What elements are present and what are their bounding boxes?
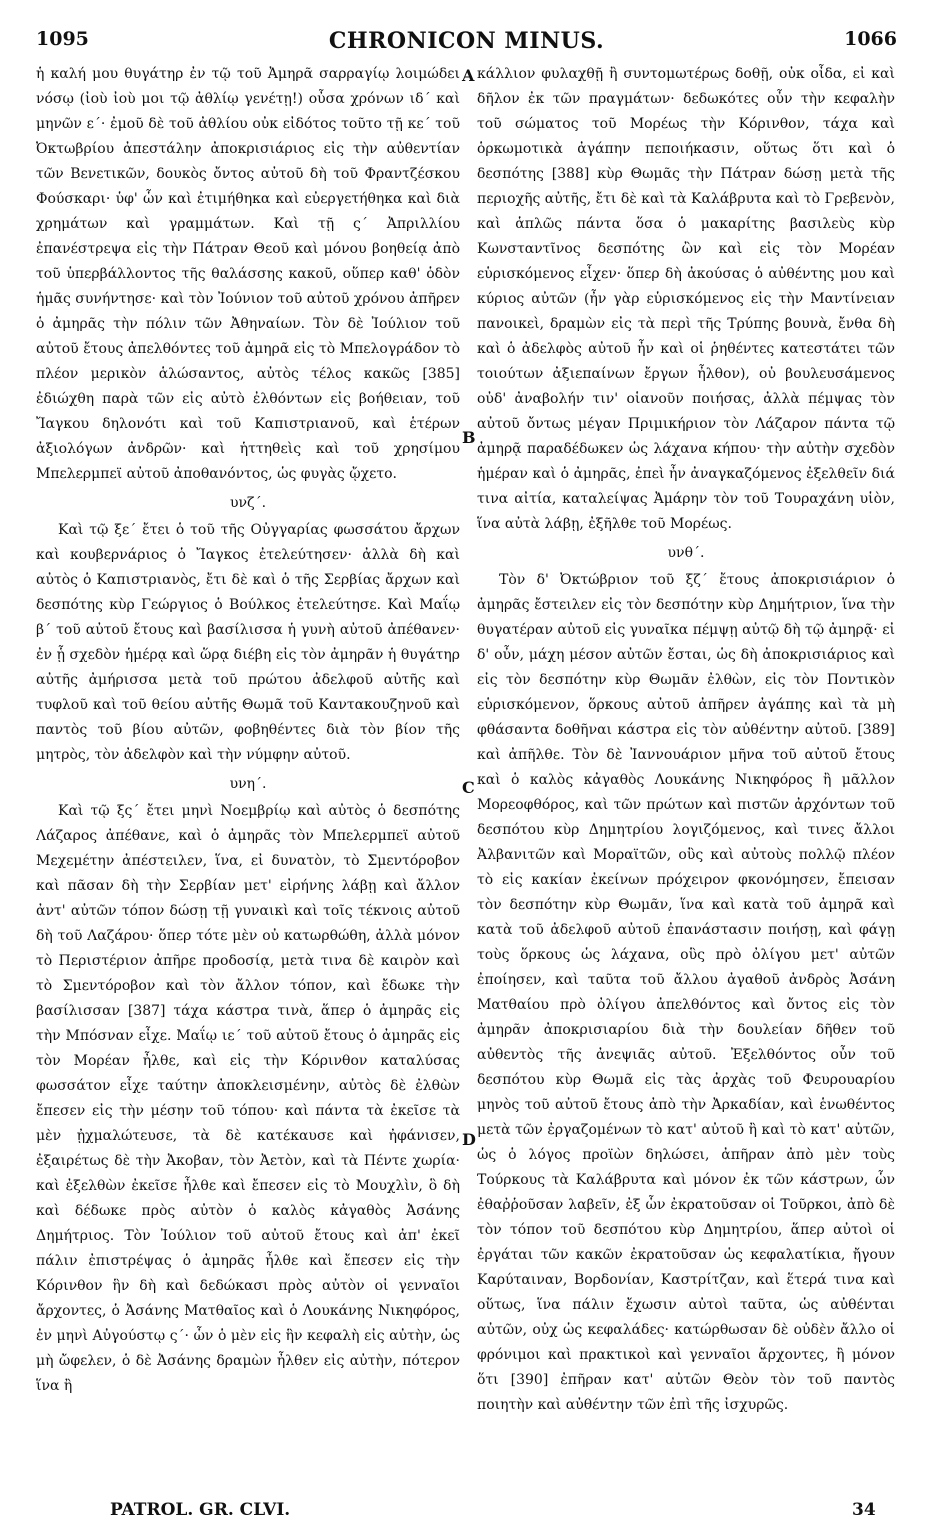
right-text-column (477, 62, 895, 1502)
series-footer: PATROL. GR. CLVI. (110, 1500, 291, 1520)
signature-mark: 34 (852, 1500, 876, 1520)
margin-marker-c: C (462, 778, 475, 797)
margin-marker-b: B (462, 428, 476, 447)
left-text-column (36, 62, 460, 1502)
section-number-359: υνθ΄. (667, 545, 705, 561)
section-number-357: υνζ΄. (229, 495, 267, 511)
right-paragraph-1: κάλλιον φυλαχθῇ ἢ συντομωτέρως δοθῇ, οὐκ οἶδα, εἰ καὶ δῆλον ἐκ τῶν πραγμάτων· δεδωκότες οὖν τὴν κεφαλὴν τοῦ σώματος τοῦ Μορέως τὴν Κόρινθον, τάχα καὶ ὁρκωμοτικὰ ἀγάπην πεποιήκασιν, οὕτως ὅτι καὶ ὁ δεσπότης [388] κὺρ Θωμᾶς τὴν Πάτραν δώσῃ μετὰ τῆς περιοχῆς αὐτῆς, ἔτι δὲ καὶ τὰ Καλάβρυτα καὶ τὸ Γρεβενὸν, καὶ ἁπλῶς πάντα ὅσα ὁ μακαρίτης βασιλεὺς κὺρ Κωνσταντῖνος δεσπότης ὢν καὶ εἰς τὸν Μορέαν εὑρισκόμενος εἶχεν· ὅπερ δὴ ἀκούσας ὁ αὐθέντης μου καὶ κύριος αὐτῶν (ἦν γὰρ εὑρισκόμενος εἰς τὴν Μαντίνειαν πανοικεὶ, δραμὼν εἰς τὰ περὶ τῆς Τρύπης βουνὰ, ἔνθα δὴ καὶ ὁ ἀδελφὸς αὐτοῦ ἦν καὶ οἱ ῥηθέντες κατεστάτει τῶν τοιούτων ἀξιεπαίνων ἔργων ἦλθον), οὐ βουλευσάμενος οὐδ' ἀναβολήν τιν' οἱανοῦν ποιήσας, ἀλλὰ πέμψας τὸν αὐτοῦ ὄντως μέγαν Πριμικήριον τὸν Λάζαρον πάντα τῷ ἀμηρᾷ παραδέδωκεν ὡς λάχανα κήπου· τὴν αὐτὴν σχεδὸν ἡμέραν καὶ ὁ ἀμηρᾶς, ἐπεὶ ἦν ἀναγκαζόμενος ἐξελθεῖν διά τινα αἰτία, καταλείψας Ἀμάρην τὸν τοῦ Τουραχάνη υἱὸν, ἵνα αὐτὰ λάβῃ, ἐξῆλθε τοῦ Μορέως. (477, 66, 895, 532)
page-header (36, 28, 897, 62)
margin-marker-d: D (462, 1130, 476, 1149)
right-column-number: 1066 (844, 28, 897, 50)
left-paragraph-2: Καὶ τῷ ξε΄ ἔτει ὁ τοῦ τῆς Οὐγγαρίας φωσσάτου ἄρχων καὶ κουβερνάριος ὁ Ἴαγκος ἐτελεύτησεν· ἀλλὰ δὴ καὶ αὐτὸς ὁ Καπιστριανὸς, ἔτι δὲ καὶ ὁ τῆς Σερβίας ἄρχων καὶ δεσπότης κὺρ Γεώργιος ὁ Βούλκος ἐτελεύτησε. Καὶ Μαΐῳ β΄ τοῦ αὐτοῦ ἔτους καὶ βασίλισσα ἡ γυνὴ αὐτοῦ ἀπέθανεν· ἐν ᾗ σχεδὸν ἡμέρᾳ καὶ ὥρᾳ διέβη εἰς τὸν ἀμηρᾶν ἡ θυγάτηρ αὐτῆς ἀμήρισσα μετὰ τοῦ πρώτου ἀδελφοῦ αὐτῆς καὶ τυφλοῦ καὶ τοῦ θείου αὐτῆς Θωμᾶ τοῦ Καντακουζηνοῦ καὶ παντὸς τοῦ βίου αὐτῶν, φοβηθέντες διὰ τὸν βίον τῆς μητρὸς, τὸν ἀδελφὸν καὶ τὴν νύμφην αὐτοῦ. (36, 522, 460, 763)
left-paragraph-3: Καὶ τῷ ξς΄ ἔτει μηνὶ Νοεμβρίῳ καὶ αὐτὸς ὁ δεσπότης Λάζαρος ἀπέθανε, καὶ ὁ ἀμηρᾶς τὸν Μπελερμπεϊ αὐτοῦ Μεχεμέτην ἀπέστειλεν, ἵνα, εἰ δυνατὸν, τὸ Σμεντόροβον καὶ πᾶσαν δὴ τὴν Σερβίαν μετ' εἰρήνης λάβῃ καὶ ἄλλον ἀντ' αὐτῶν τόπον δώσῃ τῇ γυναικὶ καὶ τοῖς τέκνοις αὐτοῦ δὴ τοῦ Λαζάρου· ὅπερ τότε μὲν οὐ κατωρθώθη, ἀλλὰ μόνον τὸ Περιστέριον ἀπῆρε προδοσίᾳ, μετὰ τινα δὲ καιρὸν καὶ τὸ Σμεντόροβον καὶ τὸν ἄλλον τόπον, καὶ ἔδωκε τὴν βασίλισσαν [387] τάχα κάστρα τινὰ, ἅπερ ὁ ἀμηρᾶς εἰς τὴν Μπόσναν εἶχε. Μαΐῳ ιε΄ τοῦ αὐτοῦ ἔτους ὁ ἀμηρᾶς εἰς τὸν Μορέαν ἦλθε, καὶ εἰς τὴν Κόρινθον καταλύσας φωσσάτον εἶχε ταύτην ἀποκλεισμένην, αὐτὸς δὲ ἐλθὼν ἔπεσεν εἰς τὴν μέσην τοῦ τόπου· καὶ πάντα τὰ ἐκεῖσε τὰ μὲν ᾐχμαλώτευσε, τὰ δὲ κατέκαυσε καὶ ἠφάνισεν, ἐξαιρέτως δὲ τὴν Ἀκοβαν, τὸν Ἀετὸν, καὶ τὰ Πέντε χωρία· καὶ ἐξελθὼν ἐκεῖσε ἦλθε καὶ ἔπεσεν εἰς τὸ Μουχλὶν, ὃ δὴ καὶ δέδωκε πρὸς αὐτὸν ὁ καλὸς κἀγαθὸς Ἀσάνης Δημήτριος. Τὸν Ἰούλιον τοῦ αὐτοῦ ἔτους καὶ ἀπ' ἐκεῖ πάλιν ἐπιστρέψας ὁ ἀμηρᾶς ἦλθε καὶ ἔπεσεν εἰς τὴν Κόρινθον ἣν δὴ καὶ δεδώκασι πρὸς αὐτὸν οἱ γενναῖοι ἄρχοντες, ὁ Ἀσάνης Ματθαῖος καὶ ὁ Λουκάνης Νικηφόρος, ἐν μηνὶ Αὐγούστῳ ς΄· ὧν ὁ μὲν εἰς ἣν κεφαλὴ εἰς αὐτὴν, ὡς μὴ ὤφελεν, ὁ δὲ Ἀσάνης δραμὼν ἦλθεν εἰς αὐτὴν, πότερον ἵνα ἢ (36, 803, 460, 1394)
section-number-358: υνη΄. (229, 776, 267, 792)
margin-marker-a: A (462, 66, 475, 85)
left-column-number: 1095 (36, 28, 89, 50)
right-paragraph-2: Τὸν δ' Ὀκτώβριον τοῦ ξζ΄ ἔτους ἀποκρισιάριον ὁ ἀμηρᾶς ἔστειλεν εἰς τὸν δεσπότην κὺρ Δημήτριον, ἵνα τὴν θυγατέραν αὐτοῦ εἰς γυναῖκα πέμψῃ αὐτῷ δὴ τῷ ἀμηρᾷ· εἰ δ' οὖν, μάχη μέσον αὐτῶν ἔσται, ὡς δὴ ἀποκρισιάριος καὶ εἰς τὸν δεσπότην κὺρ Θωμᾶν ἐλθὼν, εἰς τὸν Ποντικὸν εὑρισκόμενον, ὅρκους αὐτοῦ ἀπῆρεν ἀγάπης καὶ τὰ μὴ φθάσαντα δοθῆναι κάστρα εἰς τὸν αὐθέντην αὐτοῦ. [389] καὶ ἀπῆλθε. Τὸν δὲ Ἰαννουάριον μῆνα τοῦ αὐτοῦ ἔτους καὶ ὁ καλὸς κἀγαθὸς Λουκάνης Νικηφόρος ἢ μᾶλλον Μορεοφθόρος, καὶ τῶν πρώτων καὶ πιστῶν ἀρχόντων τοῦ δεσπότου κὺρ Δημητρίου λογιζόμενος, καὶ τινες ἄλλοι Ἀλβανιτῶν καὶ Μοραϊτῶν, οὓς καὶ αὐτοὺς πολλῷ πλέον τὸ εἰς κακίαν ἐκείνων πρόχειρον φκονόμησεν, ἔπεισαν τὸν δεσπότην κὺρ Θωμᾶν, ἵνα καὶ κατὰ τοῦ ἀμηρᾶ καὶ κατὰ τοῦ ἀδελφοῦ αὐτοῦ ἐπανάστασιν ποιήσῃ, καὶ φάγῃ τοὺς ὅρκους ὡς λάχανα, οὓς πρὸ ὀλίγου μετ' αὐτῶν ἐποίησεν, καὶ ταῦτα τοῦ ἄλλου ἀγαθοῦ ἀνδρὸς Ἀσάνη Ματθαίου πρὸ ὀλίγου ἀπελθόντος καὶ ὄντος εἰς τὸν ἀμηρᾶν ἀποκρισιαρίου διὰ τὴν δουλείαν δῆθεν τοῦ αὐθεντὸς τῆς ἀνεψιᾶς αὐτοῦ. Ἐξελθόντος οὖν τοῦ δεσπότου κὺρ Θωμᾶ εἰς τὰς ἀρχὰς τοῦ Φευρουαρίου μηνὸς τοῦ αὐτοῦ ἔτους ἀπὸ τὴν Ἀρκαδίαν, καὶ ἑνωθέντος μετὰ τῶν ἐργαζομένων τὸ κατ' αὐτοῦ ἢ καὶ τὸ κατ' αὐτῶν, ὡς ὁ λόγος προϊὼν δηλώσει, ἀπῆραν ἀπὸ μὲν τοὺς Τούρκους τὰ Καλάβρυτα καὶ μόνον ἐκ τῶν κάστρων, ὧν ἐθαῤῥοῦσαν λαβεῖν, ἐξ ὧν ἐκρατοῦσαν οἱ Τοῦρκοι, ἀπὸ δὲ τὸν τόπον τοῦ δεσπότου κὺρ Δημητρίου, ἅπερ αὐτοὶ οἱ ἐργάται τῶν κακῶν ἐκρατοῦσαν ὡς κεφαλατίκια, ἤγουν Καρύταιναν, Βορδονίαν, Καστρίτζαν, καὶ ἕτερά τινα καὶ οὕτως, ἵνα πάλιν ἔχωσιν αὐτοὶ ταῦτα, ὡς αὐθένται αὐτῶν, οὐχ ὡς κεφαλάδες· κατώρθωσαν δὲ οὐδὲν ἄλλο οἱ φρόνιμοι καὶ πρακτικοὶ καὶ γενναῖοι ἄρχοντες, ἢ μόνον ὅτι [390] ἐπῆραν κατ' αὐτῶν Θεὸν τὸν τοῦ παντὸς ποιητὴν καὶ αὐθέντην τῶν ἐπὶ τῆς ἰσχυρῶς. (477, 572, 895, 1413)
left-paragraph-1: ἡ καλή μου θυγάτηρ ἐν τῷ τοῦ Ἀμηρᾶ σαρραγίῳ λοιμώδει νόσῳ (ἰοὺ ἰοὺ μοι τῷ ἀθλίῳ γενέτῃ!) οὖσα χρόνων ιδ΄ καὶ μηνῶν ε΄· ἐμοῦ δὲ τοῦ ἀθλίου οὐκ εἰδότος τοῦτο τῇ κε΄ τοῦ Ὀκτωβρίου ἀπεστάλην ἀποκρισιάριος εἰς τὴν αὐθεντίαν τῶν Βενετικῶν, δουκὸς ὄντος αὐτοῦ δὴ τοῦ Φραντζέσκου Φούσκαρι· ὑφ' ὧν καὶ ἐτιμήθηκα καὶ εὐεργετήθηκα καὶ διὰ χρημάτων καὶ γραμμάτων. Καὶ τῇ ς΄ Ἀπριλλίου ἐπανέστρεψα εἰς τὴν Πάτραν Θεοῦ καὶ μόνου βοηθείᾳ ἀπὸ τοῦ ὑπερβάλλοντος τῆς θαλάσσης κακοῦ, οὕπερ καθ' ὁδὸν ἡμᾶς συνήντησε· καὶ τὸν Ἰούνιον τοῦ αὐτοῦ χρόνου ἀπῆρεν ὁ ἀμηρᾶς τὴν πόλιν τῶν Ἀθηναίων. Τὸν δὲ Ἰούλιον τοῦ αὐτοῦ ἔτους ἀπελθόντες τοῦ ἀμηρᾶ εἰς τὸ Μπελογράδον τὸ πλέον μερικὸν ἁλώσαντος, αὐτὸς τέλος κακῶς [385] ἐδιώχθη παρὰ τῶν εἰς αὐτὸ ἐλθόντων εἰς βοήθειαν, τοῦ Ἴαγκου δηλονότι καὶ τοῦ Καπιστριανοῦ, καὶ ἑτέρων ἀξιολόγων ἀνδρῶν· καὶ ἡττηθεὶς καὶ τοῦ χρησίμου Μπελερμπεϊ αὐτοῦ ἀποθανόντος, ὡς φυγὰς ᾤχετο. (36, 66, 460, 482)
page-title: CHRONICON MINUS. (328, 28, 605, 54)
